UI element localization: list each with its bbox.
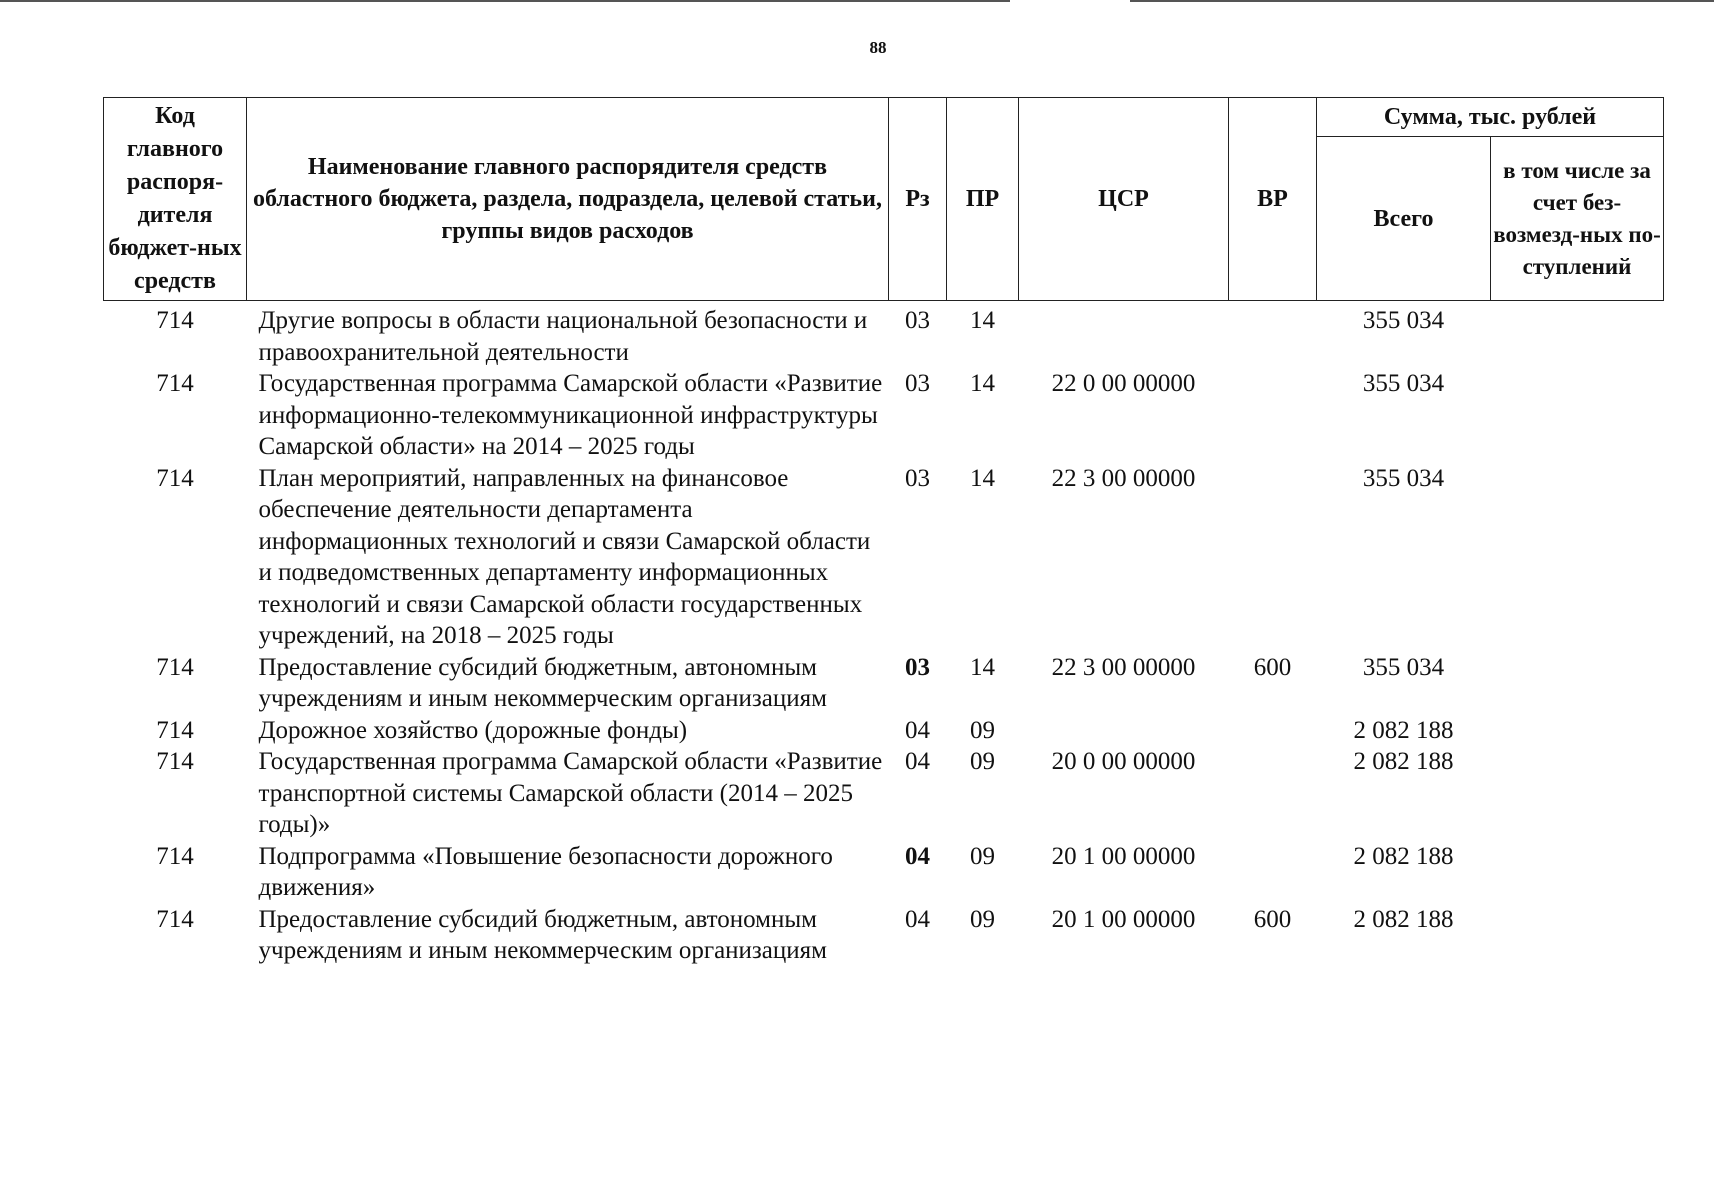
cell-rz: 03 xyxy=(905,464,930,492)
cell-csr xyxy=(1019,301,1229,369)
cell-rz: 03 xyxy=(905,653,930,681)
cell-name: Другие вопросы в области национальной безопасности и правоохранительной деятельности xyxy=(258,307,868,366)
header-sum: Сумма, тыс. рублей xyxy=(1317,98,1664,137)
cell-code: 714 xyxy=(156,716,194,744)
cell-code: 714 xyxy=(156,307,194,334)
cell-vr: 600 xyxy=(1253,653,1292,681)
cell-csr: 22 0 00 00000 xyxy=(1051,370,1196,397)
cell-incl xyxy=(1491,746,1664,841)
cell-pr: 14 xyxy=(970,464,995,492)
cell-code: 714 xyxy=(156,905,194,933)
header-code: Код главного распоря-дителя бюджет-ных средств xyxy=(104,98,247,301)
header-incl: в том числе за счет без-возмезд-ных по-ступлений xyxy=(1491,137,1664,301)
cell-csr: 20 1 00 00000 xyxy=(1051,842,1196,870)
cell-total: 355 034 xyxy=(1362,464,1445,492)
cell-total: 2 082 188 xyxy=(1353,748,1454,775)
cell-pr: 14 xyxy=(970,307,995,334)
cell-incl xyxy=(1491,368,1664,463)
table-row xyxy=(104,652,1664,715)
cell-name: Государственная программа Самарской области «Развитие информационно-телекоммуникационной инфраструктуры Самарской области» на 2014 – 2025 годы xyxy=(258,370,883,460)
header-vr: ВР xyxy=(1229,98,1317,301)
cell-name: Государственная программа Самарской области «Развитие транспортной системы Самарской области (2014 – 2025 годы)» xyxy=(258,748,883,838)
cell-rz: 04 xyxy=(905,748,930,775)
cell-rz: 04 xyxy=(905,842,930,870)
cell-incl xyxy=(1491,715,1664,747)
cell-incl xyxy=(1491,652,1664,715)
budget-table xyxy=(103,97,1664,967)
table-row xyxy=(104,904,1664,967)
header-pr: ПР xyxy=(947,98,1019,301)
header-name: Наименование главного распорядителя средств областного бюджета, раздела, подраздела, целевой статьи, группы видов расходов xyxy=(247,98,889,301)
cell-incl xyxy=(1491,463,1664,652)
cell-csr: 22 3 00 00000 xyxy=(1051,464,1196,492)
cell-total: 355 034 xyxy=(1362,370,1445,397)
cell-rz: 04 xyxy=(905,716,930,744)
cell-rz: 03 xyxy=(905,370,930,397)
scan-edge-right xyxy=(1130,0,1714,2)
cell-code: 714 xyxy=(156,748,194,775)
cell-incl xyxy=(1491,904,1664,967)
cell-pr: 09 xyxy=(970,905,995,933)
cell-csr: 22 3 00 00000 xyxy=(1051,653,1196,681)
cell-csr: 20 0 00 00000 xyxy=(1051,748,1196,775)
cell-rz: 03 xyxy=(905,307,930,334)
cell-vr xyxy=(1229,841,1317,904)
cell-code: 714 xyxy=(156,653,194,681)
cell-code: 714 xyxy=(156,842,194,870)
cell-vr xyxy=(1229,368,1317,463)
cell-total: 355 034 xyxy=(1362,653,1445,681)
cell-incl xyxy=(1491,301,1664,369)
table-row xyxy=(104,746,1664,841)
cell-incl xyxy=(1491,841,1664,904)
cell-pr: 09 xyxy=(970,716,995,744)
cell-pr: 14 xyxy=(970,653,995,681)
cell-csr xyxy=(1019,715,1229,747)
cell-total: 355 034 xyxy=(1362,307,1445,334)
table-row xyxy=(104,301,1664,369)
cell-total: 2 082 188 xyxy=(1353,842,1454,870)
cell-pr: 14 xyxy=(970,370,995,397)
cell-vr xyxy=(1229,746,1317,841)
cell-name: Подпрограмма «Повышение безопасности дорожного движения» xyxy=(258,842,833,901)
cell-name: План мероприятий, направленных на финансовое обеспечение деятельности департамента информационных технологий и связи Самарской области и подведомственных департаменту информационных технологий и связи Самарской области государственных учреждений, на 2018 – 2025 годы xyxy=(258,464,871,649)
cell-vr xyxy=(1229,715,1317,747)
cell-code: 714 xyxy=(156,370,194,397)
table-row xyxy=(104,715,1664,747)
cell-pr: 09 xyxy=(970,748,995,775)
cell-rz: 04 xyxy=(905,905,930,933)
cell-code: 714 xyxy=(156,464,194,492)
cell-pr: 09 xyxy=(970,842,995,870)
table-row xyxy=(104,368,1664,463)
scan-edge-left xyxy=(0,0,1010,2)
cell-csr: 20 1 00 00000 xyxy=(1051,905,1196,933)
header-rz: Рз xyxy=(889,98,947,301)
cell-name: Предоставление субсидий бюджетным, автономным учреждениям и иным некоммерческим организациям xyxy=(258,905,827,964)
header-csr: ЦСР xyxy=(1019,98,1229,301)
cell-total: 2 082 188 xyxy=(1353,905,1454,933)
cell-total: 2 082 188 xyxy=(1353,716,1454,744)
cell-vr xyxy=(1229,463,1317,652)
cell-vr: 600 xyxy=(1253,905,1292,933)
cell-vr xyxy=(1229,301,1317,369)
page-number: 88 xyxy=(869,38,887,57)
header-total: Всего xyxy=(1317,137,1491,301)
table-row xyxy=(104,841,1664,904)
cell-name: Дорожное хозяйство (дорожные фонды) xyxy=(258,716,688,744)
table-row xyxy=(104,463,1664,652)
cell-name: Предоставление субсидий бюджетным, автономным учреждениям и иным некоммерческим организациям xyxy=(258,653,827,712)
